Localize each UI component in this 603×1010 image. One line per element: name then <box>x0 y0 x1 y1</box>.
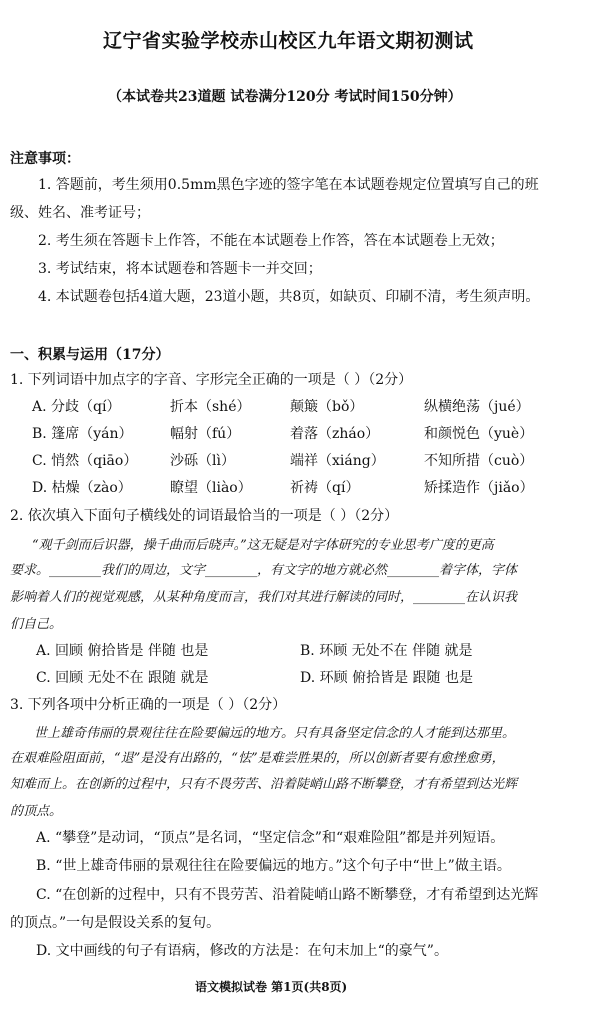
note-item: 1. 答题前，考生须用0.5mm黑色字迹的签字笔在本试题卷规定位置填写自己的班 <box>38 177 539 193</box>
question-2-stem: 2. 依次填入下面句子横线处的词语最恰当的一项是（ ）（2分） <box>10 508 399 524</box>
page-title: 辽宁省实验学校赤山校区九年语文期初测试 <box>103 30 474 52</box>
q1-option-a-word2: 折本（shé） <box>170 399 251 415</box>
q3-passage-line: 的顶点。 <box>10 804 63 819</box>
note-item: 2. 考生须在答题卡上作答，不能在本试题卷上作答，答在本试题卷上无效； <box>38 233 504 249</box>
q1-option-a-word1: A. 分歧（qí） <box>32 399 121 415</box>
q2-option-a: A. 回顾 俯拾皆是 伴随 也是 <box>36 643 209 659</box>
q2-passage-line: 要求。________我们的周边，文字________，有文字的地方就必然________着字体，字体 <box>10 563 518 578</box>
q2-option-b: B. 环顾 无处不在 伴随 就是 <box>300 643 473 659</box>
exam-info: （本试卷共23道题 试卷满分120分 考试时间150分钟） <box>108 89 462 105</box>
q2-option-d: D. 环顾 俯拾皆是 跟随 也是 <box>300 670 473 686</box>
q1-option-b-word1: B. 篷席（yán） <box>32 426 133 442</box>
q3-option-c: C. “在创新的过程中，只有不畏劳苦、沿着陡峭山路不断攀登，才有希望到达光辉 <box>36 887 539 903</box>
q1-option-c-word4: 不知所措（cuò） <box>424 453 534 469</box>
note-item: 3. 考试结束，将本试题卷和答题卡一并交回； <box>38 261 322 277</box>
q1-option-c-word2: 沙砾（lì） <box>170 453 235 469</box>
notes-heading: 注意事项： <box>10 151 80 167</box>
q1-option-d-word2: 瞭望（liào） <box>170 480 252 496</box>
q1-option-d-word4: 矫揉造作（jiǎo） <box>424 480 534 496</box>
q1-option-a-word4: 纵横绝荡（jué） <box>424 399 530 415</box>
question-1-stem: 1. 下列词语中加点字的字音、字形完全正确的一项是（ ）（2分） <box>10 372 413 388</box>
note-item: 级、姓名、准考证号； <box>10 205 150 221</box>
q2-passage-line: 影响着人们的视觉观感，从某种角度而言，我们对其进行解读的同时，________在认识我 <box>10 590 518 605</box>
q3-option-d: D. 文中画线的句子有语病，修改的方法是：在句末加上“的豪气”。 <box>36 943 448 959</box>
q1-option-c-word3: 端祥（xiáng） <box>290 453 385 469</box>
q1-option-d-word3: 祈祷（qí） <box>290 480 360 496</box>
note-item: 4. 本试题卷包括4道大题，23道小题，共8页，如缺页、印刷不清，考生须声明。 <box>38 289 540 305</box>
q3-passage-line: 在艰难险阻面前，“退”是没有出路的，“怯”是难尝胜果的，所以创新者要有愈挫愈勇， <box>10 751 505 766</box>
q2-passage-line: “观千剑而后识器，操千曲而后晓声。”这无疑是对字体研究的专业思考广度的更高 <box>32 538 494 553</box>
q1-option-b-word3: 着落（zháo） <box>290 426 380 442</box>
q1-option-c-word1: C. 悄然（qiāo） <box>32 453 138 469</box>
question-3-stem: 3. 下列各项中分析正确的一项是（ ）（2分） <box>10 697 287 713</box>
q2-option-c: C. 回顾 无处不在 跟随 就是 <box>36 670 209 686</box>
q3-passage-line: 世上雄奇伟丽的景观往往在险要偏远的地方。只有具备坚定信念的人才能到达那里。 <box>34 726 516 741</box>
q1-option-b-word4: 和颜悦色（yuè） <box>424 426 534 442</box>
page-footer: 语文模拟试卷 第1页(共8页) <box>195 980 348 994</box>
q2-passage-line: 们自己。 <box>10 617 63 632</box>
q3-option-b: B. “世上雄奇伟丽的景观往往在险要偏远的地方。”这个句子中“世上”做主语。 <box>36 858 511 874</box>
q3-option-c-cont: 的顶点。”一句是假设关系的复句。 <box>10 915 221 931</box>
q1-option-a-word3: 颠簸（bǒ） <box>290 399 364 415</box>
q1-option-d-word1: D. 枯燥（zào） <box>32 480 132 496</box>
q3-option-a: A. “攀登”是动词，“顶点”是名词，“坚定信念”和“艰难险阻”都是并列短语。 <box>36 830 505 846</box>
section-heading: 一、积累与运用（17分） <box>10 347 170 363</box>
q1-option-b-word2: 幅射（fú） <box>170 426 241 442</box>
q3-passage-line: 知难而上。在创新的过程中，只有不畏劳苦、沿着陡峭山路不断攀登，才有希望到达光辉 <box>10 777 518 792</box>
